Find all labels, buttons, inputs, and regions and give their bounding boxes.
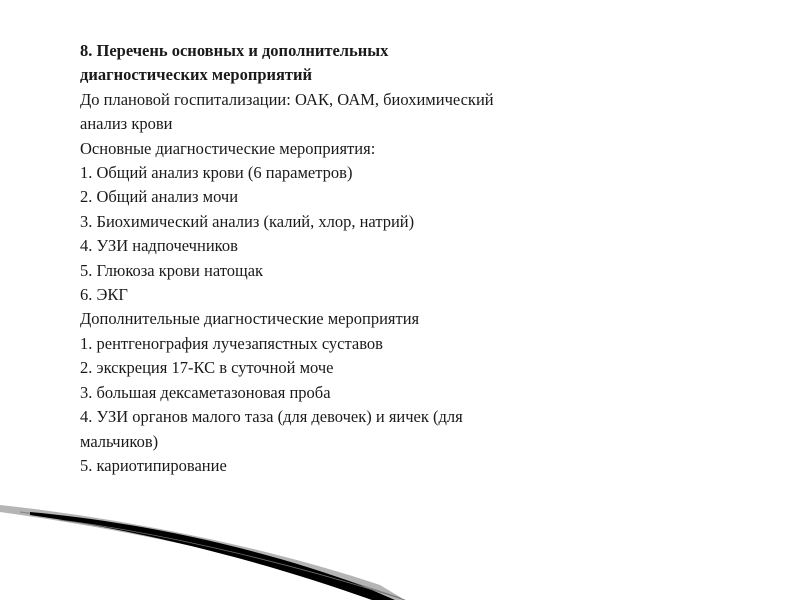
swoosh-shadow-line bbox=[20, 512, 400, 598]
main-item-4: 4. УЗИ надпочечников bbox=[80, 236, 238, 256]
main-item-3: 3. Биохимический анализ (калий, хлор, натрий) bbox=[80, 211, 415, 231]
extra-item-1: 1. рентгенография лучезапястных суставов bbox=[80, 333, 383, 353]
main-item-2: 2. Общий анализ мочи bbox=[80, 187, 239, 207]
heading-line-1: 8. Перечень основных и дополнительных bbox=[80, 41, 389, 60]
pre-hospital-line-1: До плановой госпитализации: ОАК, ОАМ, биохимический bbox=[80, 89, 494, 109]
slide-content bbox=[80, 39, 680, 478]
extra-item-5: 5. кариотипирование bbox=[80, 455, 227, 475]
extra-section-title: Дополнительные диагностические мероприятия bbox=[80, 309, 420, 329]
swoosh-fine-line bbox=[60, 520, 405, 600]
heading-line-2: диагностических мероприятий bbox=[80, 65, 313, 85]
main-section-title: Основные диагностические мероприятия: bbox=[80, 138, 376, 158]
main-item-1: 1. Общий анализ крови (6 параметров) bbox=[80, 163, 353, 183]
main-item-5: 5. Глюкоза крови натощак bbox=[80, 260, 264, 280]
pre-hospital-line-2: анализ крови bbox=[80, 114, 173, 134]
extra-item-4-continued: мальчиков) bbox=[80, 431, 159, 451]
extra-item-2: 2. экскреция 17-КС в суточной моче bbox=[80, 358, 334, 378]
swoosh-black-stroke bbox=[30, 512, 395, 600]
extra-item-3: 3. большая дексаметазоновая проба bbox=[80, 382, 331, 402]
main-item-6: 6. ЭКГ bbox=[80, 285, 128, 305]
extra-item-4: 4. УЗИ органов малого таза (для девочек) и яичек (для bbox=[80, 407, 463, 427]
swoosh-grey-stroke bbox=[0, 505, 405, 600]
